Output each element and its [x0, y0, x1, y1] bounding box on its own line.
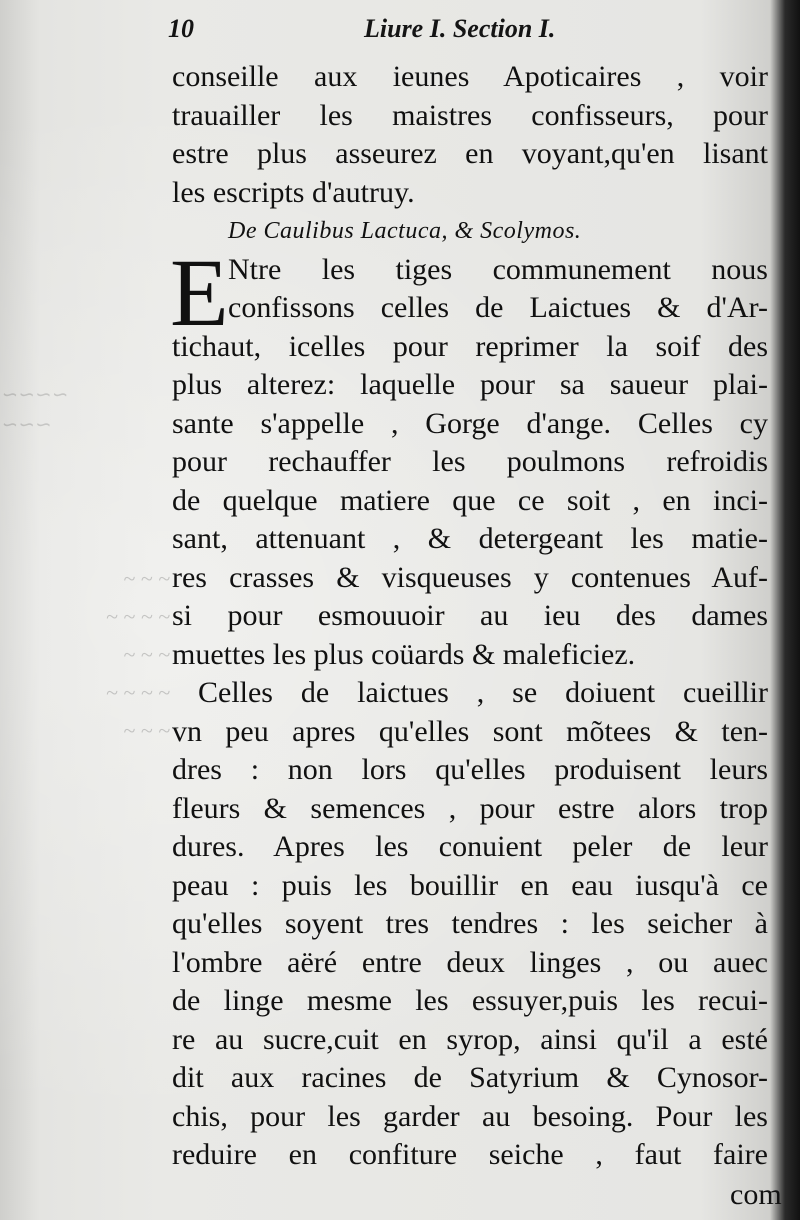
drop-cap-letter: E [170, 238, 229, 346]
text-line: peau : puis les bouillir en eau iusqu'à ce [172, 868, 768, 902]
text-line: Ntre les tiges communement nous [228, 252, 768, 286]
text-line: les escripts d'autruy. [172, 175, 415, 209]
text-line: chis, pour les garder au besoing. Pour les [172, 1099, 768, 1133]
body-text [172, 58, 768, 1175]
text-line: de linge mesme les essuyer,puis les recui- [172, 984, 768, 1017]
text-line: sante s'appelle , Gorge d'ange. Celles cy [172, 406, 768, 440]
text-line: de quelque matiere que ce soit , en inci- [172, 483, 768, 517]
text-line: tichaut, icelles pour reprimer la soif des [172, 329, 768, 363]
catchword: com [730, 1178, 782, 1211]
text-line: muettes les plus coüards & maleficiez. [172, 637, 636, 671]
text-line: vn peu apres qu'elles sont mõtees & ten- [172, 714, 768, 748]
text-line: dres : non lors qu'elles produisent leurs [172, 753, 768, 786]
text-line: dures. Apres les conuient peler de leur [172, 830, 768, 863]
text-line: fleurs & semences , pour estre alors trop [172, 791, 768, 825]
paragraph-with-drop-cap [170, 238, 768, 675]
page-header [168, 14, 768, 50]
text-line: si pour esmouuoir au ieu des dames [172, 599, 768, 632]
text-line: plus alterez: laquelle pour sa saueur plai- [172, 368, 768, 401]
running-head: Liure I. Section I. [364, 14, 556, 43]
text-line: dit aux racines de Satyrium & Cynosor- [172, 1061, 768, 1094]
text-line: conseille aux ieunes Apoticaires , voir [172, 60, 768, 93]
section-subheading: De Caulibus Lactuca, & Scolymos. [228, 218, 582, 244]
text-line: qu'elles soyent tres tendres : les seicher à [172, 907, 768, 940]
text-line: l'ombre aëré entre deux linges , ou auec [172, 945, 768, 979]
text-line: sant, attenuant , & detergeant les matie- [172, 522, 768, 555]
text-line: trauailler les maistres confisseurs, pour [172, 98, 768, 132]
text-line: re au sucre,cuit en syrop, ainsi qu'il a esté [172, 1022, 768, 1056]
text-line: estre plus asseurez en voyant,qu'en lisant [172, 137, 768, 170]
text-line: reduire en confiture seiche , faut faire [172, 1138, 768, 1171]
page-number: 10 [168, 14, 194, 43]
show-through-margin-note: ~ ~ ~ ~ ~ ~ ~ ~ ~ ~ ~ ~ ~ ~ ~ ~ ~ [105, 566, 170, 743]
text-line: res crasses & visqueuses y contenues Auf- [172, 560, 768, 594]
text-line: Celles de laictues , se doiuent cueillir [198, 676, 768, 709]
show-through-text: ∽∽∽∽ ∽∽∽ [0, 384, 68, 436]
text-line: pour rechauffer les poulmons refroidis [172, 445, 768, 478]
text-line: confissons celles de Laictues & d'Ar- [228, 291, 768, 324]
